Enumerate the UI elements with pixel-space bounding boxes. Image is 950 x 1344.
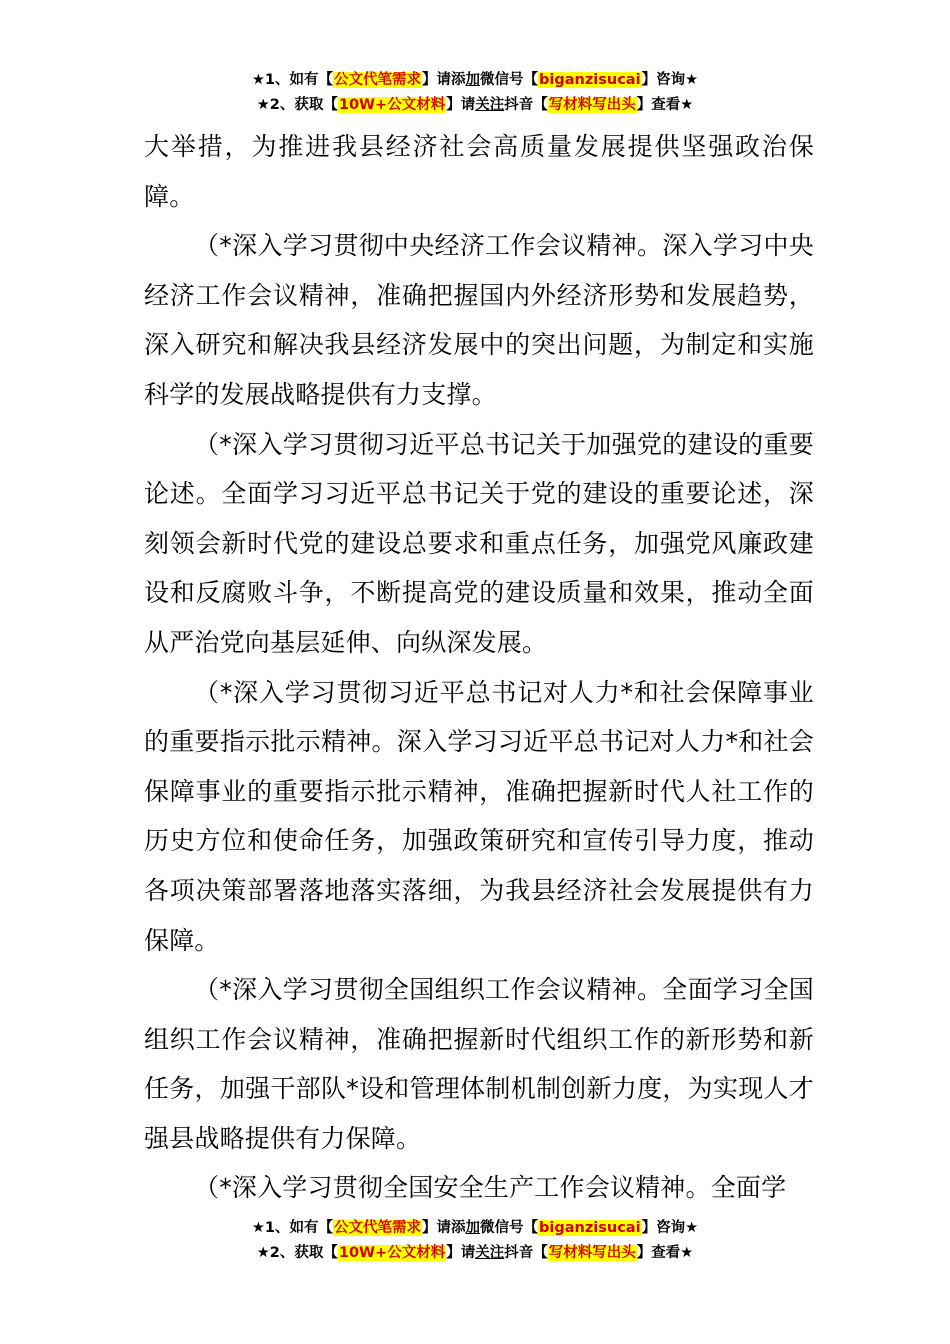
- banner-line-2: [0, 93, 950, 118]
- banner-text: 微信号【: [480, 72, 539, 88]
- highlight-text: 10W+公文材料: [338, 1245, 446, 1261]
- highlight-text: 公文代笔需求: [334, 72, 422, 88]
- underlined-text: 加: [465, 72, 481, 88]
- banner-text: 】查看★: [636, 1245, 694, 1261]
- paragraph: （*深入学习贯彻全国安全生产工作会议精神。全面学: [194, 1173, 787, 1203]
- paragraph: （*深入学习贯彻习近平总书记关于加强党的建设的重要论述。全面学习习近平总书记关于党的建设的重要论述，深刻领会新时代党的建设总要求和重点任务，加强党风廉政建设和反腐败斗争，不断提高党的建设质量和效果，推动全面从严治党向基层延伸、向纵深发展。: [144, 429, 814, 657]
- paragraph: 大举措，为推进我县经济社会高质量发展提供坚强政治保障。: [144, 132, 814, 211]
- wechat-id: biganzisucai: [539, 72, 641, 88]
- underlined-text: 关注: [475, 1245, 505, 1261]
- footer-banner: [0, 1216, 950, 1266]
- banner-text: 抖音【: [504, 1245, 548, 1261]
- underlined-text: 加: [465, 1220, 481, 1236]
- banner-text: 微信号【: [480, 1220, 539, 1236]
- banner-text: 】查看★: [636, 97, 694, 113]
- underlined-text: 关注: [475, 97, 505, 113]
- paragraph: （*深入学习贯彻全国组织工作会议精神。全面学习全国组织工作会议精神，准确把握新时代组织工作的新形势和新任务，加强干部队*设和管理体制机制创新力度，为实现人才强县战略提供有力保障。: [144, 975, 814, 1153]
- wechat-id: biganzisucai: [539, 1220, 641, 1236]
- banner-text: ★2、获取【: [256, 97, 338, 113]
- paragraph: （*深入学习贯彻中央经济工作会议精神。深入学习中央经济工作会议精神，准确把握国内外经济形势和发展趋势，深入研究和解决我县经济发展中的突出问题，为制定和实施科学的发展战略提供有力支撑。: [144, 231, 814, 409]
- document-body: [144, 122, 814, 1213]
- banner-text: 】咨询★: [641, 72, 699, 88]
- highlight-text: 10W+公文材料: [338, 97, 446, 113]
- banner-text: 】请: [446, 97, 476, 113]
- banner-line-1: [0, 68, 950, 93]
- banner-text: 】请添: [422, 72, 466, 88]
- header-banner: [0, 68, 950, 118]
- douyin-account: 写材料写出头: [548, 1245, 636, 1261]
- douyin-account: 写材料写出头: [548, 97, 636, 113]
- banner-line-1: [0, 1216, 950, 1241]
- banner-text: ★1、如有【: [251, 72, 334, 88]
- banner-text: 】请: [446, 1245, 476, 1261]
- banner-text: ★1、如有【: [251, 1220, 334, 1236]
- highlight-text: 公文代笔需求: [334, 1220, 422, 1236]
- paragraph: （*深入学习贯彻习近平总书记对人力*和社会保障事业的重要指示批示精神。深入学习习近平总书记对人力*和社会保障事业的重要指示批示精神，准确把握新时代人社工作的历史方位和使命任务，加强政策研究和宣传引导力度，推动各项决策部署落地落实落细，为我县经济社会发展提供有力保障。: [144, 677, 814, 955]
- banner-text: ★2、获取【: [256, 1245, 338, 1261]
- banner-text: 】请添: [422, 1220, 466, 1236]
- banner-text: 】咨询★: [641, 1220, 699, 1236]
- banner-line-2: [0, 1241, 950, 1266]
- banner-text: 抖音【: [504, 97, 548, 113]
